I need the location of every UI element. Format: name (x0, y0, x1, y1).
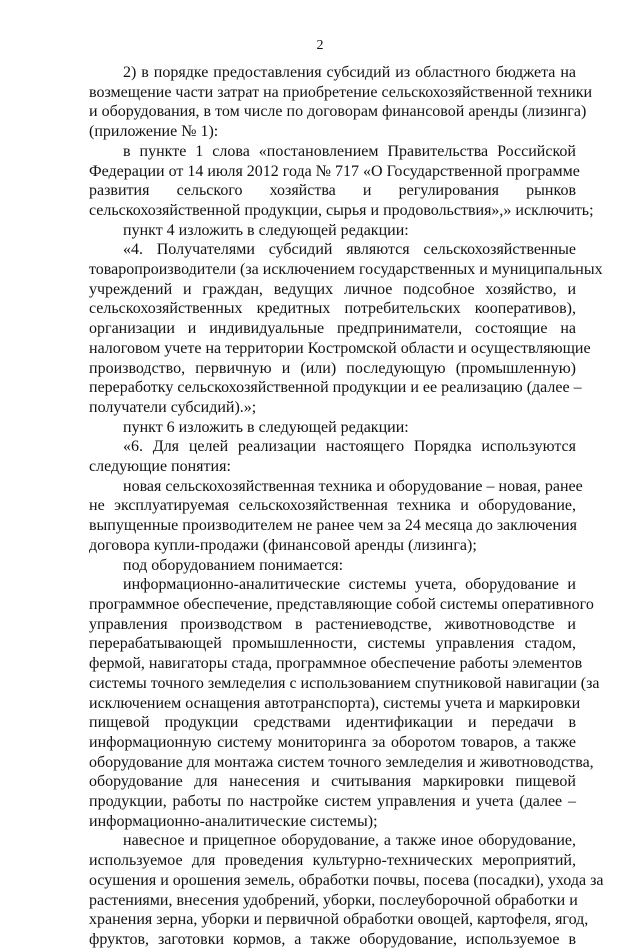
text-line: товаропроизводители (за исключением государственных и муниципальных (89, 261, 603, 279)
text-line: пункт 4 изложить в следующей редакции: (123, 221, 409, 239)
text-line: информационно-аналитические системы); (89, 812, 378, 830)
text-line: налоговом учете на территории Костромской области и осуществляющие (89, 339, 591, 357)
text-line: договора купли-продажи (финансовой аренды (лизинга); (89, 536, 477, 554)
text-line: (приложение № 1): (89, 123, 219, 141)
text-line: оборудование для нанесения и считывания маркировки пищевой (89, 773, 576, 791)
text-line: осушения и орошения земель, обработки почвы, посева (посадки), ухода за (89, 871, 604, 889)
text-line: растениями, внесения удобрений, уборки, послеуборочной обработки и (89, 891, 578, 909)
text-line: новая сельскохозяйственная техника и оборудование – новая, ранее (123, 477, 583, 495)
page-number: 2 (316, 38, 324, 53)
text-line: возмещение части затрат на приобретение сельскохозяйственной техники (89, 83, 593, 101)
document-body (89, 63, 604, 950)
text-line: Федерации от 14 июля 2012 года № 717 «О Государственной программе (89, 162, 580, 180)
text-line: управления производством в растениеводстве, животноводстве и (89, 615, 576, 633)
text-line: и оборудования, в том числе по договорам финансовой аренды (лизинга) (89, 103, 587, 121)
text-line: используемое для проведения культурно-технических мероприятий, (89, 852, 576, 870)
text-line: фруктов, заготовки кормов, а также оборудование, используемое в (89, 930, 576, 948)
text-line: «4. Получателями субсидий являются сельскохозяйственные (123, 241, 576, 259)
text-line: выпущенные производителем не ранее чем за 24 месяца до заключения (89, 517, 577, 535)
text-line: пищевой продукции средствами идентификации и передачи в (89, 714, 576, 732)
text-line: переработку сельскохозяйственной продукции и ее реализацию (далее – (89, 379, 582, 397)
text-line: сельскохозяйственных кредитных потребительских кооперативов), (89, 300, 576, 318)
text-line: пункт 6 изложить в следующей редакции: (123, 418, 409, 436)
text-line: оборудование для монтажа систем точного земледелия и животноводства, (89, 753, 594, 771)
text-line: «6. Для целей реализации настоящего Порядка используются (123, 438, 576, 456)
text-line: сельскохозяйственной продукции, сырья и продовольствия»,» исключить; (89, 201, 594, 219)
text-line: хранения зерна, уборки и первичной обработки овощей, картофеля, ягод, (89, 911, 589, 929)
text-line: 2) в порядке предоставления субсидий из областного бюджета на (123, 64, 576, 81)
text-line: не эксплуатируемая сельскохозяйственная техника и оборудование, (89, 497, 576, 515)
text-line: навесное и прицепное оборудование, а также иное оборудование, (123, 832, 576, 850)
text-line: продукции, работы по настройке систем управления и учета (далее – (89, 793, 576, 811)
text-line: производство, первичную и (или) последующую (промышленную) (89, 359, 576, 377)
text-line: следующие понятия: (89, 458, 231, 476)
text-line: программное обеспечение, представляющие собой системы оперативного (89, 595, 594, 613)
text-line: получатели субсидий).»; (89, 398, 257, 416)
text-line: информационную систему мониторинга за оборотом товаров, а также (89, 733, 576, 751)
text-line: перерабатывающей промышленности, системы управления стадом, (89, 635, 576, 653)
text-line: информационно-аналитические системы учета, оборудование и (123, 576, 576, 594)
text-line: фермой, навигаторы стада, программное обеспечение работы элементов (89, 655, 583, 673)
text-line: системы точного земледелия с использованием спутниковой навигации (за (89, 674, 600, 692)
text-line: организации и индивидуальные предприниматели, состоящие на (89, 320, 576, 338)
text-line: развития сельского хозяйства и регулирования рынков (89, 182, 576, 200)
text-line: в пункте 1 слова «постановлением Правительства Российской (123, 142, 576, 160)
text-line: под оборудованием понимается: (123, 556, 344, 574)
text-line: учреждений и граждан, ведущих личное подсобное хозяйство, и (89, 280, 576, 298)
text-line: исключением оснащения автотранспорта), системы учета и маркировки (89, 694, 581, 712)
